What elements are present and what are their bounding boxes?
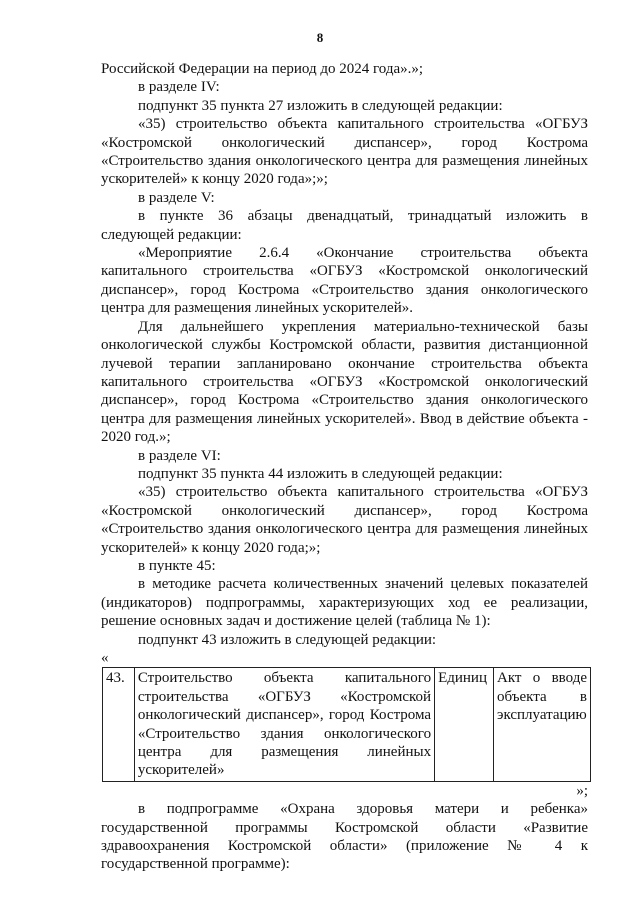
text-line: в пункте 45:: [138, 557, 216, 574]
text-line: в разделе V:: [138, 189, 215, 206]
text-line: диспансер», город Кострома «Строительство здания онкологического: [101, 281, 588, 298]
text-line: государственной программе):: [101, 856, 290, 873]
text-line: 2020 год.»;: [101, 429, 171, 446]
text-line: государственной программы Костромской области «Развитие: [101, 819, 588, 836]
text-line: «Мероприятие 2.6.4 «Окончание строительства объекта: [138, 245, 588, 262]
text-line: «Костромской онкологический диспансер», город Кострома: [101, 134, 588, 151]
text-line: в разделе VI:: [138, 447, 221, 464]
text-after-table: [101, 800, 588, 874]
text-line: центра для размещения линейных ускорителей».: [101, 300, 413, 317]
cell-line: эксплуатацию: [497, 707, 587, 724]
cell-line: Строительство объекта капитального: [137, 670, 432, 687]
text-line: онкологической службы Костромской области, развития дистанционной: [101, 337, 588, 354]
text-line: подпункт 43 изложить в следующей редакции:: [138, 631, 437, 648]
amendment-table: [102, 667, 591, 781]
text-line: центра для размещения линейных ускорителей». Ввод в действие объекта -: [101, 410, 588, 427]
text-line: Для дальнейшего укрепления материально-технической базы: [138, 318, 588, 335]
page-number: 8: [316, 30, 324, 45]
cell-line: онкологический диспансер», город Кострома: [137, 707, 432, 724]
text-line: в методике расчета количественных значений целевых показателей: [138, 576, 588, 593]
cell-line: объекта в: [497, 688, 587, 705]
text-line: капитального строительства «ОГБУЗ «Костромской онкологический: [101, 263, 588, 280]
row-number-cell: 43.: [103, 668, 135, 781]
document-body: [101, 60, 588, 874]
text-line: лучевой терапии запланировано окончание строительства объекта: [101, 355, 588, 372]
text-line: диспансер», город Кострома «Строительство здания онкологического: [101, 392, 588, 409]
cell-line: строительства «ОГБУЗ «Костромской: [137, 688, 432, 705]
cell-line: центра для размещения линейных: [137, 744, 432, 761]
text-line: «Строительство здания онкологического центра для размещения линейных: [101, 521, 588, 538]
table-row: [103, 668, 591, 781]
text-line: «: [101, 650, 109, 666]
unit-cell: Единиц: [435, 668, 494, 781]
text-line: подпункт 35 пункта 27 изложить в следующей редакции:: [138, 97, 503, 114]
text-line: в разделе IV:: [138, 79, 220, 96]
measure-name-cell: [134, 668, 434, 781]
text-line: «Строительство здания онкологического центра для размещения линейных: [101, 153, 588, 170]
text-line: подпункт 35 пункта 44 изложить в следующей редакции:: [138, 465, 503, 482]
text-line: «Костромской онкологический диспансер», город Кострома: [101, 502, 588, 519]
cell-line: ускорителей»: [137, 762, 225, 779]
text-line: капитального строительства «ОГБУЗ «Костромской онкологический: [101, 373, 588, 390]
text-line: ускорителей» к концу 2020 года;»;: [101, 539, 321, 556]
text-line: (индикаторов) подпрограммы, характеризующих ход ее реализации,: [101, 594, 588, 611]
text-before-table: [101, 60, 588, 667]
cell-line: Акт о вводе: [497, 670, 587, 687]
text-line: «35) строительство объекта капитального строительства «ОГБУЗ: [138, 484, 588, 501]
table-close-quote: »;: [576, 782, 588, 799]
text-line: решение основных задач и достижение целей (таблица № 1):: [101, 613, 491, 630]
text-line: в подпрограмме «Охрана здоровья матери и ребенка»: [138, 801, 588, 818]
text-line: «35) строительство объекта капитального строительства «ОГБУЗ: [138, 116, 588, 133]
text-line: ускорителей» к концу 2020 года»;»;: [101, 171, 328, 188]
text-line: Российской Федерации на период до 2024 года».»;: [101, 61, 424, 77]
text-line: в пункте 36 абзацы двенадцатый, тринадцатый изложить в: [138, 208, 588, 225]
text-line: здравоохранения Костромской области» (приложение № 4 к: [101, 838, 588, 855]
text-line: следующей редакции:: [101, 226, 242, 243]
cell-line: «Строительство здания онкологического: [137, 725, 432, 742]
result-cell: [494, 668, 591, 781]
